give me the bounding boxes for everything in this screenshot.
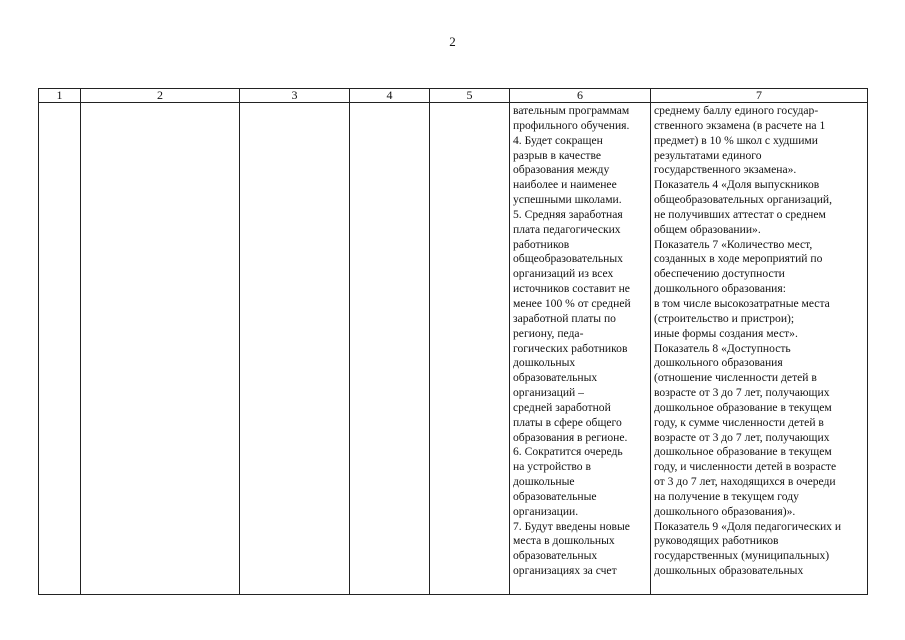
cell-col-2 (81, 103, 240, 595)
cell-col-4-text (350, 103, 429, 104)
cell-col-5 (430, 103, 510, 595)
cell-col-6-text: вательным программам профильного обучения. 4. Будет сокращен разрыв в качестве образования между наиболее и наименее успешными школами. 5. Средняя заработная плата педагогических работников общеобразовательных организаций из всех источников составит не менее 100 % от средней заработной платы по региону, педа- гогических работников дошкольных образовательных организаций – средней заработной платы в сфере общего образования в регионе. 6. Сократится очередь на устройство в дошкольные образовательные организации. 7. Будут введены новые места в дошкольных образовательных организациях за счет (513, 104, 631, 578)
cell-col-7-text: среднему баллу единого государ- ственного экзамена (в расчете на 1 предмет) в 10 % школ с худшими результатами единого государственного экзамена». Показатель 4 «Доля выпускников общеобразовательных организаций, не получивших аттестат о среднем общем образовании». Показатель 7 «Количество мест, созданных в ходе мероприятий по обеспечению доступности дошкольного образования: в том числе высокозатратные места (строительство и пристрои); иные формы создания мест». Показатель 8 «Доступность дошкольного образования (отношение численности детей в возрасте от 3 до 7 лет, получающих дошкольное образование в текущем году, к сумме численности детей в возрасте от 3 до 7 лет, получающих дошкольное образование в текущем году, и численности детей в возрасте от 3 до 7 лет, находящихся в очереди на получение в текущем году дошкольного образования)». Показатель 9 «Доля педагогических и руководящих работников государственных (муниципальных) дошкольных образовательных (654, 104, 842, 578)
cell-col-3 (240, 103, 350, 595)
column-header-2: 2 (81, 89, 240, 103)
cell-col-1-text (39, 103, 80, 104)
column-header-1: 1 (39, 89, 81, 103)
column-header-3: 3 (240, 89, 350, 103)
cell-col-2-text (81, 103, 239, 104)
cell-col-1 (39, 103, 81, 595)
header-row (39, 89, 868, 103)
table-row (39, 103, 868, 595)
column-header-4: 4 (350, 89, 430, 103)
cell-col-5-text (430, 103, 509, 104)
page-number: 2 (449, 34, 456, 49)
column-header-5: 5 (430, 89, 510, 103)
cell-col-7 (651, 103, 868, 595)
cell-col-4 (350, 103, 430, 595)
cell-col-3-text (240, 103, 349, 104)
column-header-7: 7 (651, 89, 868, 103)
document-table (38, 88, 868, 595)
cell-col-6 (510, 103, 651, 595)
column-header-6: 6 (510, 89, 651, 103)
